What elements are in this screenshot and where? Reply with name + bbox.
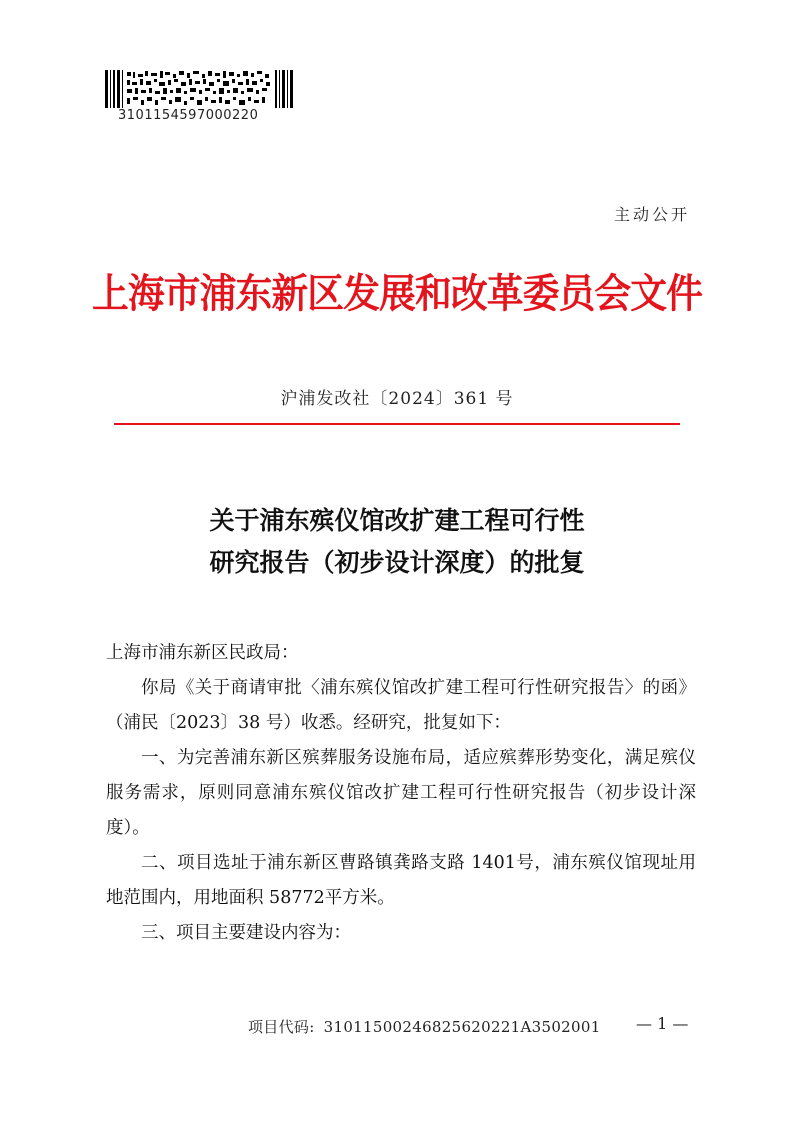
disclosure-label: 主动公开 — [613, 205, 690, 224]
project-code-value: 31011500246825620221A3502001 — [323, 1018, 601, 1036]
document-body — [106, 636, 696, 951]
body-paragraph: 三、项目主要建设内容为： — [141, 923, 351, 943]
red-divider — [114, 423, 680, 425]
document-title-line-1: 关于浦东殡仪馆改扩建工程可行性 — [209, 506, 585, 535]
document-title-line-2: 研究报告（初步设计深度）的批复 — [209, 548, 585, 577]
document-title — [0, 500, 794, 584]
project-code-footer — [248, 1016, 601, 1037]
barcode — [105, 70, 295, 108]
salutation: 上海市浦东新区民政局： — [106, 643, 299, 663]
page-number: — 1 — — [636, 1014, 689, 1033]
issuing-authority-header: 上海市浦东新区发展和改革委员会文件 — [92, 270, 702, 317]
project-code-label: 项目代码: — [248, 1018, 315, 1036]
body-paragraph: 你局《关于商请审批〈浦东殡仪馆改扩建工程可行性研究报告〉的函》（浦民〔2023〕38 号）收悉。经研究，批复如下： — [106, 678, 696, 733]
body-paragraph: 二、项目选址于浦东新区曹路镇龚路支路 1401号，浦东殡仪馆现址用地范围内，用地面积 58772平方米。 — [106, 853, 696, 908]
body-paragraph: 一、为完善浦东新区殡葬服务设施布局，适应殡葬形势变化，满足殡仪服务需求，原则同意浦东殡仪馆改扩建工程可行性研究报告（初步设计深度）。 — [106, 748, 696, 838]
document-number: 沪浦发改社〔2024〕361 号 — [280, 389, 514, 409]
barcode-number: 3101154597000220 — [118, 108, 259, 123]
